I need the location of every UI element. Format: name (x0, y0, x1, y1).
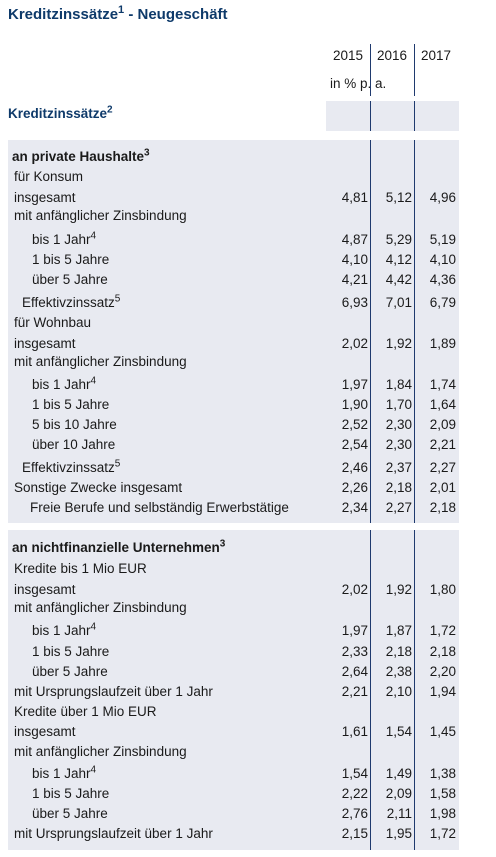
table-row (0, 352, 496, 372)
row-label: bis 1 Jahr$^4$ (32, 621, 97, 638)
table-row (0, 206, 496, 226)
row-label: 5 bis 10 Jahre (32, 417, 117, 432)
row-label: 1 bis 5 Jahre (32, 252, 110, 267)
value-cell-2016: 2,18 (385, 644, 412, 659)
value-cell-2015: 1,61 (341, 724, 368, 739)
row-label: mit Ursprungslaufzeit über 1 Jahr (14, 684, 213, 699)
value-cell-2015: 2,34 (341, 500, 368, 515)
value-cell-2016: 1,95 (385, 826, 412, 841)
value-cell-2017: 2,27 (429, 460, 456, 475)
value-cell-2017: 2,09 (429, 417, 456, 432)
header-divider (414, 44, 415, 96)
value-cell-2015: 1,54 (341, 766, 368, 781)
value-cell-2016: 1,92 (385, 582, 412, 597)
row-label: mit anfänglicher Zinsbindung (14, 744, 187, 759)
value-cell-2015: 2,76 (341, 806, 368, 821)
value-cell-2017: 1,72 (429, 623, 456, 638)
value-cell-2017: 2,21 (429, 437, 456, 452)
table-row (0, 559, 496, 579)
row-label: Effektivzinssatz$^5$ (22, 293, 121, 310)
value-cell-2015: 2,26 (341, 480, 368, 495)
value-cell-2015: 1,97 (341, 623, 368, 638)
unit-label: in % p. a. (330, 76, 387, 91)
table-row (0, 250, 496, 270)
table-row (0, 415, 496, 435)
value-cell-2016: 1,70 (385, 397, 412, 412)
value-cell-2015: 2,64 (341, 664, 368, 679)
row-label: Kredite bis 1 Mio EUR (14, 561, 147, 576)
value-cell-2016: 7,01 (385, 295, 412, 310)
value-cell-2016: 2,10 (385, 684, 412, 699)
value-cell-2016: 5,29 (385, 232, 412, 247)
table-row (0, 804, 496, 824)
value-cell-2017: 1,45 (429, 724, 456, 739)
value-cell-2015: 1,97 (341, 377, 368, 392)
value-cell-2017: 1,94 (429, 684, 456, 699)
value-cell-2016: 1,84 (385, 377, 412, 392)
table-row (0, 621, 496, 641)
table-row (0, 395, 496, 415)
row-label: Sonstige Zwecke insgesamt (14, 480, 183, 495)
value-cell-2016: 5,12 (385, 190, 412, 205)
table-row (0, 764, 496, 784)
row-label: Effektivzinssatz$^5$ (22, 458, 121, 475)
row-label: mit anfänglicher Zinsbindung (14, 208, 187, 223)
table-row (0, 435, 496, 455)
row-label: über 10 Jahre (32, 437, 116, 452)
value-cell-2017: 1,80 (429, 582, 456, 597)
row-label: insgesamt (14, 190, 76, 205)
table-row (0, 598, 496, 618)
value-cell-2015: 6,93 (341, 295, 368, 310)
row-label: über 5 Jahre (32, 806, 108, 821)
value-cell-2015: 1,90 (341, 397, 368, 412)
value-cell-2017: 1,98 (429, 806, 456, 821)
value-cell-2015: 2,52 (341, 417, 368, 432)
row-label: mit anfänglicher Zinsbindung (14, 600, 187, 615)
table-row (0, 458, 496, 478)
row-label: für Wohnbau (14, 315, 92, 330)
value-cell-2017: 1,89 (429, 336, 456, 351)
value-cell-2017: 1,74 (429, 377, 456, 392)
row-label: mit anfänglicher Zinsbindung (14, 354, 187, 369)
value-cell-2017: 4,96 (429, 190, 456, 205)
row-label: insgesamt (14, 336, 76, 351)
year-header-2016: 2016 (376, 48, 408, 63)
table-row (0, 702, 496, 722)
column-divider (414, 101, 415, 131)
table-row (0, 167, 496, 187)
table-row (0, 662, 496, 682)
table-row (0, 682, 496, 702)
section-kreditzinssaetze: Kreditzinssätze$^2$ (8, 104, 113, 121)
row-label: Freie Berufe und selbständig Erwerbstätige (30, 500, 289, 515)
value-cell-2015: 2,15 (341, 826, 368, 841)
value-cell-2017: 4,36 (429, 272, 456, 287)
row-label: insgesamt (14, 582, 76, 597)
value-cell-2017: 2,18 (429, 644, 456, 659)
row-label: 1 bis 5 Jahre (32, 397, 110, 412)
value-cell-2016: 2,27 (385, 500, 412, 515)
value-cell-2016: 2,30 (385, 437, 412, 452)
value-cell-2017: 1,72 (429, 826, 456, 841)
value-cell-2015: 4,10 (341, 252, 368, 267)
value-cell-2016: 2,18 (385, 480, 412, 495)
value-cell-2016: 2,09 (385, 786, 412, 801)
value-cell-2016: 2,30 (385, 417, 412, 432)
page-title: Kreditzinssätze$^1$ - Neugeschäft (8, 4, 228, 23)
column-divider (370, 101, 371, 131)
table-row (0, 188, 496, 208)
table-row (0, 642, 496, 662)
table-row (0, 722, 496, 742)
value-cell-2015: 4,87 (341, 232, 368, 247)
row-label: Kredite über 1 Mio EUR (14, 704, 157, 719)
data-column-band (326, 101, 459, 131)
value-cell-2016: 4,12 (385, 252, 412, 267)
row-label: insgesamt (14, 724, 76, 739)
row-label: bis 1 Jahr$^4$ (32, 375, 97, 392)
value-cell-2016: 2,37 (385, 460, 412, 475)
value-cell-2016: 1,87 (385, 623, 412, 638)
value-cell-2015: 2,02 (341, 582, 368, 597)
table-row (0, 580, 496, 600)
value-cell-2017: 2,18 (429, 500, 456, 515)
table-row (0, 230, 496, 250)
row-label: über 5 Jahre (32, 664, 108, 679)
value-cell-2017: 4,10 (429, 252, 456, 267)
value-cell-2017: 2,01 (429, 480, 456, 495)
value-cell-2015: 2,22 (341, 786, 368, 801)
year-header-2015: 2015 (332, 48, 364, 63)
table-row (0, 498, 496, 518)
row-label: über 5 Jahre (32, 272, 108, 287)
value-cell-2016: 2,11 (386, 806, 412, 821)
value-cell-2016: 1,54 (385, 724, 412, 739)
value-cell-2015: 4,21 (341, 272, 368, 287)
value-cell-2017: 1,38 (429, 766, 456, 781)
table-row (0, 742, 496, 762)
value-cell-2015: 2,02 (341, 336, 368, 351)
value-cell-2017: 1,64 (429, 397, 456, 412)
table-row (0, 478, 496, 498)
value-cell-2016: 1,49 (385, 766, 412, 781)
value-cell-2016: 4,42 (385, 272, 412, 287)
value-cell-2016: 2,38 (385, 664, 412, 679)
row-label: für Konsum (14, 169, 84, 184)
table-row (0, 824, 496, 844)
table-row (0, 784, 496, 804)
value-cell-2017: 5,19 (429, 232, 456, 247)
value-cell-2016: 1,92 (385, 336, 412, 351)
value-cell-2017: 1,58 (429, 786, 456, 801)
table-row (0, 293, 496, 313)
value-cell-2017: 6,79 (429, 295, 456, 310)
year-header-2017: 2017 (420, 48, 452, 63)
row-label: bis 1 Jahr$^4$ (32, 230, 97, 247)
table-row (0, 313, 496, 333)
heading-corporate: an nichtfinanzielle Unternehmen$^3$ (12, 538, 226, 555)
table-row (0, 334, 496, 354)
value-cell-2015: 2,46 (341, 460, 368, 475)
value-cell-2017: 2,20 (429, 664, 456, 679)
row-label: bis 1 Jahr$^4$ (32, 764, 97, 781)
row-label: 1 bis 5 Jahre (32, 644, 110, 659)
table-row (0, 375, 496, 395)
row-label: 1 bis 5 Jahre (32, 786, 110, 801)
value-cell-2015: 4,81 (341, 190, 368, 205)
table-row (0, 270, 496, 290)
value-cell-2015: 2,21 (341, 684, 368, 699)
heading-private-households: an private Haushalte$^3$ (12, 147, 150, 164)
value-cell-2015: 2,33 (341, 644, 368, 659)
row-label: mit Ursprungslaufzeit über 1 Jahr (14, 826, 213, 841)
value-cell-2015: 2,54 (341, 437, 368, 452)
